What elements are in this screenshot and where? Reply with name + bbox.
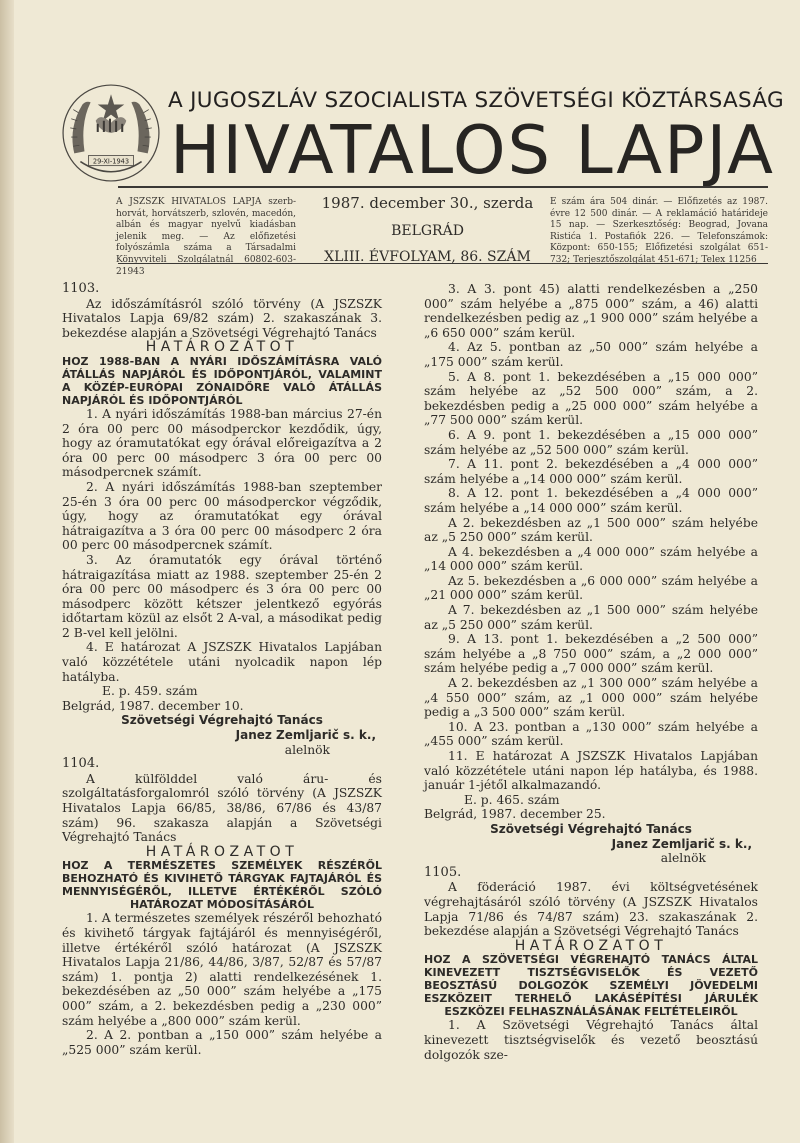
document-number: 1105. <box>424 864 462 880</box>
resolution-subject: HOZ A SZÖVETSÉGI VÉGREHAJTÓ TANÁCS ÁLTAL KINEVEZETT TISZTSÉGVISELŐK ÉS VEZETŐ BEOSZTÁSÚ DOLGOZÓK SZEMÉLYI JÖVEDELMI ESZKÖZEIT TERHELŐ LAKÁSÉPÍTÉSI JÁRULÉK ESZKÖZEI FELHASZNÁLÁSÁNAK FELTÉTELEIRŐL <box>424 953 758 1019</box>
reference-number: E. p. 459. szám <box>102 684 198 699</box>
council-name: Szövetségi Végrehajtó Tanács <box>121 713 323 728</box>
signer-role: alelnök <box>660 851 706 866</box>
clause: 1. A Szövetségi Végrehajtó Tanács által kinevezett tisztségviselők és vezető beosztású dolgozók sze- <box>424 1018 758 1062</box>
masthead-rule-bottom <box>118 263 768 264</box>
emblem-date: 29-XI-1943 <box>92 157 130 166</box>
clause: A 2. bekezdésben az „1 500 000” szám helyébe az „5 250 000” szám kerül. <box>424 515 758 545</box>
clause: 2. A nyári időszámítás 1988-ban szeptember 25-én 3 óra 00 perc 00 másodperckor végződik, úgy, hogy az óramutatókat egy órával hátraigazítva a 3 óra 00 perc 00 másodperc 2 óra 00 perc 00 másodpercnek számít. <box>62 479 382 553</box>
resolution-subject: HOZ A TERMÉSZETES SZEMÉLYEK RÉSZÉRŐL BEHOZHATÓ ÉS KIVIHETŐ TÁRGYAK FAJTAJÁRÓL ÉS MENNYISÉGÉRŐL, ILLETVE ÉRTÉKÉRŐL SZÓLÓ HATÁROZAT MÓDOSÍTÁSÁRÓL <box>62 859 382 912</box>
issue-info <box>310 193 545 267</box>
signer-name: Janez Zemljarič s. k., <box>235 728 376 743</box>
issue-city: BELGRÁD <box>391 223 464 239</box>
clause: 4. Az 5. pontban az „50 000” szám helyébe a „175 000” szám kerül. <box>424 340 758 369</box>
document-number: 1103. <box>62 281 100 296</box>
right-column <box>424 282 758 1062</box>
price-contact-info: E szám ára 504 dinár. — Előfizetés az 1987. évre 12 500 dinár. — A reklamáció határideje 15 nap. — Szerkesztőség: Beograd, Jovana Ristića 1. Postafiók 226. — Telefonszámok: Központ: 650-155; Előfizetési szolgálat 651-732; Terjesztőszolgálat 451-671; Telex 11256 <box>550 197 768 265</box>
clause: 7. A 11. pont 2. bekezdésében a „4 000 000” szám helyébe a „14 000 000” szám kerül. <box>424 457 758 486</box>
clause: Az 5. bekezdésben a „6 000 000” szám helyébe a „21 000 000” szám kerül. <box>424 573 758 603</box>
issue-date: 1987. december 30., szerda <box>321 194 534 212</box>
signer-name: Janez Zemljarič s. k., <box>611 836 752 851</box>
clause: 1. A természetes személyek részéről behozható és kivihető tárgyak fajtájáról és mennyiségéről, illetve értékéről szóló határozat (A JSZSZK Hivatalos Lapja 21/86, 44/86, 3/87, 52/87 és 57/87 szám) 1. pontja 2) alatti rendelkezésének 1. bekezdésében az „50 000” szám helyébe a „175 000” szám, a 2. bekezdésben pedig a „230 000” szám helyébe a „800 000” szám kerül. <box>62 911 382 1028</box>
reference-date: Belgrád, 1987. december 25. <box>424 807 606 822</box>
reference <box>424 793 758 822</box>
state-emblem-icon <box>60 82 162 184</box>
clause: 10. A 23. pontban a „130 000” szám helyébe a „455 000” szám kerül. <box>424 719 758 749</box>
clause: 2. A 2. pontban a „150 000” szám helyébe a „525 000” szám kerül. <box>62 1028 382 1057</box>
reference-number: E. p. 465. szám <box>464 792 560 807</box>
signature <box>424 837 758 866</box>
republic-name: A JUGOSZLÁV SZOCIALISTA SZÖVETSÉGI KÖZTÁRSASÁG <box>168 88 784 113</box>
document-number: 1104. <box>62 756 100 772</box>
resolution-heading: HATÁROZATOT <box>145 843 299 860</box>
preamble: A külfölddel való áru- és szolgáltatásforgalomról szóló törvény (A JSZSZK Hivatalos Lapja 66/85, 38/86, 67/86 és 43/87 szám) 96. szakasza alapján a Szövetségi Végrehajtó Tanács <box>62 771 382 845</box>
clause: 1. A nyári időszámítás 1988-ban március 27-én 2 óra 00 perc 00 másodperckor kezdődik, úgy, hogy az óramutatókat egy órával előreigazítva a 2 óra 00 perc 00 másodperc 3 óra 00 perc 00 másodpercnek számít. <box>62 406 382 480</box>
signature <box>62 728 382 757</box>
page-edge-shadow <box>0 0 14 1143</box>
issue-number: XLIII. ÉVFOLYAM, 86. SZÁM <box>324 249 531 265</box>
clause: 9. A 13. pont 1. bekezdésében a „2 500 000” szám helyébe a „8 750 000” szám, a „2 000 000” szám helyébe pedig a „7 000 000” szám kerül. <box>424 632 758 676</box>
clause: 4. E határozat A JSZSZK Hivatalos Lapjában való közzététele utáni nyolcadik napon lép hatályba. <box>62 640 382 684</box>
resolution-heading: HATÁROZATOT <box>145 339 299 356</box>
publication-title: HIVATALOS LAPJA <box>170 111 775 189</box>
clause: 11. E határozat A JSZSZK Hivatalos Lapjában való közzététele utáni napon lép hatályba, és 1988. január 1-jétől alkalmazandó. <box>424 749 758 793</box>
signer-role: alelnök <box>284 742 330 757</box>
publication-info: A JSZSZK HIVATALOS LAPJA szerb-horvát, horvátszerb, szlovén, macedón, albán és magyar nyelvű kiadásban jelenik meg. — Az előfizetési folyószámla száma a Társadalmi Könyvviteli Szolgálatnál 60802-603-21943 <box>116 197 296 277</box>
clause: 8. A 12. pont 1. bekezdésében a „4 000 000” szám helyébe a „14 000 000” szám kerül. <box>424 486 758 515</box>
resolution-heading: HATÁROZATOT <box>514 937 668 954</box>
clause: A 4. bekezdésben a „4 000 000” szám helyébe a „14 000 000” szám kerül. <box>424 544 758 574</box>
reference-date: Belgrád, 1987. december 10. <box>62 698 244 713</box>
resolution-subject: HOZ 1988-BAN A NYÁRI IDŐSZÁMÍTÁSRA VALÓ ÁTÁLLÁS NAPJÁRÓL ÉS IDŐPONTJÁRÓL, VALAMINT A KÖZÉP-EURÓPAI ZÓNAIDŐRE VALÓ ÁTÁLLÁS NAPJÁRÓL ÉS IDŐPONTJÁRÓL <box>62 354 382 407</box>
preamble: A föderáció 1987. évi költségvetésének végrehajtásáról szóló törvény (A JSZSZK Hivatalos Lapja 71/86 és 74/87 szám) 23. szakaszának 2. bekezdése alapján a Szövetségi Végrehajtó Tanács <box>424 880 758 939</box>
council-name: Szövetségi Végrehajtó Tanács <box>490 821 692 836</box>
clause: 3. Az óramutatók egy órával történő hátraigazítása miatt az 1988. szeptember 25-én 2 óra 00 perc 00 másodperc és 3 óra 00 perc 00 másodperc között kétszer jelentkező egyórás időtartam közül az elsőt 2 A-val, a másodikat pedig 2 B-vel kell jelölni. <box>62 552 382 640</box>
clause: A 2. bekezdésben az „1 300 000” szám helyébe a „4 550 000” szám, az „1 000 000” szám helyébe pedig a „3 500 000” szám kerül. <box>424 676 758 720</box>
clause: A 7. bekezdésben az „1 500 000” szám helyébe az „5 250 000” szám kerül. <box>424 603 758 632</box>
clause: 3. A 3. pont 45) alatti rendelkezésben a „250 000” szám helyébe a „875 000” szám, a 46) alatti rendelkezésben pedig az „1 900 000” szám helyébe a „6 650 000” szám kerül. <box>424 282 758 340</box>
masthead-rule-top <box>118 186 768 188</box>
clause: 6. A 9. pont 1. bekezdésében a „15 000 000” szám helyébe az „52 500 000” szám kerül. <box>424 427 758 457</box>
left-column <box>62 282 382 1057</box>
reference <box>62 684 382 713</box>
preamble: Az időszámításról szóló törvény (A JSZSZK Hivatalos Lapja 69/82 szám) 2. szakaszának 3. bekezdése alapján a Szövetségi Végrehajtó Tanács <box>62 296 382 340</box>
clause: 5. A 8. pont 1. bekezdésében a „15 000 000” szám helyébe az „52 500 000” szám, a 2. bekezdésben pedig a „25 000 000” szám helyébe a „77 500 000” szám kerül. <box>424 369 758 428</box>
